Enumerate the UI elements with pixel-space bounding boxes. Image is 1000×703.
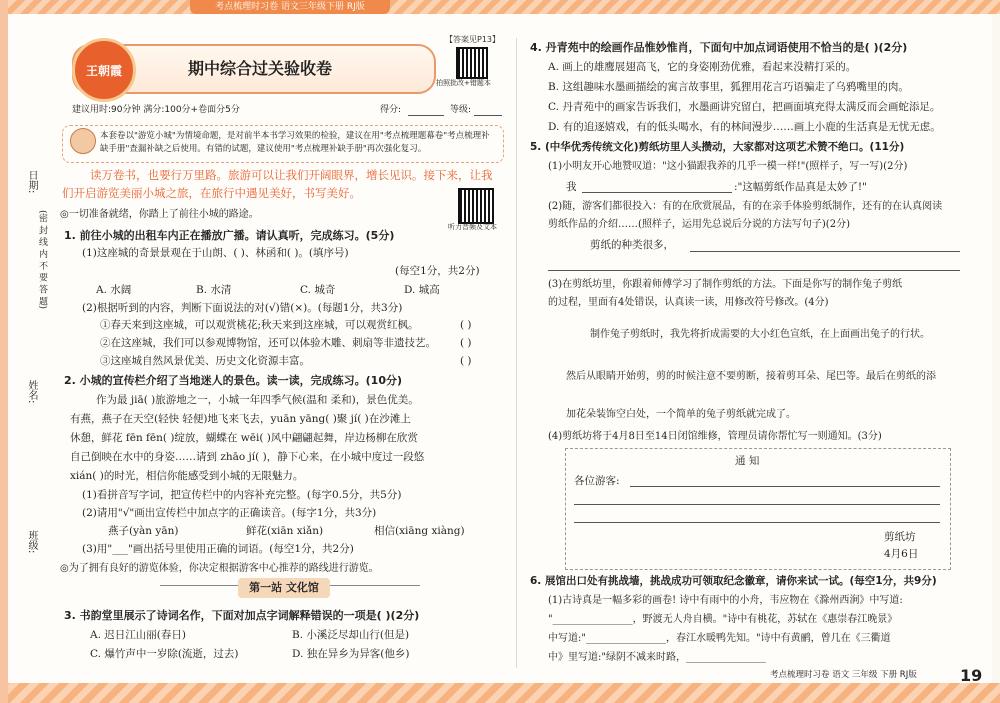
- q6-title: 6. 展馆出口处有挑战墙，挑战成功可领取纪念徽章，请你来试一试。(每空1分，共9分): [530, 575, 937, 587]
- q2-line-2: 有燕，燕子在天空(轻快 轻便)地飞来飞去，yuān yāng( )聚 jí( )在沙滩上: [70, 413, 411, 425]
- qr-caption: 拍照批改+错题本: [436, 79, 491, 87]
- q1-item-3: ③这座城自然风景优美、历史文化资源丰富。: [100, 355, 310, 367]
- series-title: 考点梳理时习卷 语文三年级下册 RJ版: [190, 0, 390, 14]
- q5-sub1-suffix: :"这幅剪纸作品真是太妙了!": [734, 181, 867, 193]
- q3-option-d: D. 独在异乡为异客(他乡): [292, 648, 410, 660]
- q4-option-a: A. 画上的雄鹰展翅高飞，它的身姿刚劲优雅，看起来没精打采的。: [548, 61, 857, 73]
- q6-line-3: 中写道:"________________，春江水暖鸭先知。"诗中有黄鹂，曾几在《三衢道: [548, 633, 891, 644]
- time-info: 建议用时:90分钟 满分:100分+卷面分5分: [72, 105, 240, 115]
- q1-option-d: D. 城高: [404, 284, 440, 296]
- page-number: 19: [960, 666, 983, 685]
- q1-mark-2[interactable]: ( ): [460, 337, 472, 349]
- footer-text: 考点梳理时习卷 语文 三年级 下册 RJ版: [770, 670, 917, 680]
- score-field[interactable]: [408, 115, 444, 116]
- q5-sub2-blank-2[interactable]: [548, 270, 960, 271]
- notice-line-2[interactable]: [574, 504, 940, 505]
- q5-sub1-blank[interactable]: [582, 192, 732, 193]
- q6-line-2: "________________，野渡无人舟自横。"诗中有桃花，苏轼在《惠崇春江晚景》: [548, 614, 898, 625]
- q3-option-b: B. 小溪泛尽却山行(但是): [292, 629, 410, 641]
- q5-sub2-start: 剪纸的种类很多，: [590, 239, 674, 251]
- q1-option-a: A. 水阔: [96, 284, 132, 296]
- q5-passage-3: 加花朵装饰空白处，一个简单的兔子剪纸就完成了。: [566, 409, 796, 420]
- seal-notice: (密 封 线 内 不 要 答 题): [37, 210, 47, 310]
- q1-option-c: C. 城奇: [300, 284, 336, 296]
- qr-code-icon[interactable]: [456, 47, 488, 79]
- q5-passage-2: 然后从眼睛开始剪，剪的时候注意不要剪断，接着剪耳朵、尾巴等。最后在剪纸的添: [566, 371, 936, 382]
- q1-sub1: (1)这座城的奇景景观在于山朗、( )、林函和( )。(填序号): [82, 247, 349, 259]
- q3-title: 3. 书韵堂里展示了诗词名作，下面对加点字词解释错误的一项是( )(2分): [64, 609, 420, 622]
- teacher-avatar-icon: [70, 128, 96, 154]
- q4-option-d: D. 有的追逐嬉戏，有的低头喝水，有的林间漫步……画上小鹿的生活真是无忧无虑。: [548, 121, 941, 133]
- notice-line-3[interactable]: [574, 522, 940, 523]
- q2-line-3: 休憩，鲜花 fēn fēn( )绽放，蝴蝶在 wēi( )风中翩翩起舞，岸边杨柳在欣赏: [70, 432, 418, 444]
- lead-2: ◎为了拥有良好的游览体验，你决定根据游客中心推荐的路线进行游览。: [60, 563, 379, 574]
- q5-sub3b: 的过程，里面有4处错误，认真读一读，用修改符号修改。(4分): [548, 297, 829, 308]
- q2-sub3: (3)用"___"画出括号里使用正确的词语。(每空1分，共2分): [82, 543, 354, 555]
- q1-option-b: B. 水清: [196, 284, 232, 296]
- tagline-line-2: 们开启游览美丽小城之旅，在旅行中遇见美好，书写美好。: [62, 186, 361, 200]
- class-label: 班级:: [26, 530, 37, 554]
- lead-1: ◎一切准备就绪，你踏上了前往小城的路途。: [60, 209, 259, 220]
- tagline-line-1: 读万卷书，也要行万里路。旅游可以让我们开阔眼界，增长见识。接下来，让我: [90, 168, 493, 182]
- q2-sub1: (1)看拼音写字词，把宣传栏中的内容补充完整。(每字0.5分，共5分): [82, 489, 402, 501]
- q1-mark-1[interactable]: ( ): [460, 319, 472, 331]
- bottom-border: [0, 683, 1000, 703]
- listen-caption: 听力音频及文本: [448, 223, 497, 231]
- q2-reading-1[interactable]: 燕子(yàn yān): [108, 525, 179, 537]
- answer-reference: 【答案见P13】: [445, 35, 501, 44]
- column-divider: [516, 38, 517, 668]
- q1-sub2: (2)根据听到的内容，判断下面说法的对(√)错(×)。(每题1分，共3分): [82, 302, 403, 314]
- q2-sub2: (2)请用"√"画出宣传栏中加点字的正确读音。(每字1分，共3分): [82, 507, 377, 519]
- notice-greeting: 各位游客:: [574, 475, 620, 487]
- score-label: 得分:: [380, 105, 402, 115]
- q5-title: 5. (中华优秀传统文化)剪纸坊里人头攒动，大家都对这项艺术赞不绝口。(11分): [530, 141, 905, 153]
- q5-sub1-prefix: 我: [566, 181, 577, 193]
- q3-option-c: C. 爆竹声中一岁除(流逝，过去): [90, 648, 239, 660]
- listen-qr-icon[interactable]: [458, 188, 494, 224]
- q2-line-1: 作为最 jiā( )旅游地之一，小城一年四季气候(温和 柔和)，景色优美。: [96, 394, 419, 406]
- grade-field[interactable]: [474, 115, 502, 116]
- date-label: 日期:: [26, 170, 37, 194]
- notice-line-1[interactable]: [630, 486, 940, 487]
- q2-line-5: xián( )的时光，相信你能感受到小城的无限魅力。: [70, 470, 304, 482]
- q5-sub4: (4)剪纸坊将于4月8日至14日闭馆维修，管理员请你帮忙写一则通知。(3分): [548, 431, 882, 442]
- q1-item-1: ①春天来到这座城，可以观赏桃花;秋天来到这座城，可以观赏红枫。: [100, 319, 419, 331]
- q2-reading-3[interactable]: 相信(xiāng xiàng): [374, 525, 465, 537]
- station-label: 第一站 文化馆: [238, 578, 330, 598]
- intro-text: 本套卷以"游览小城"为情境命题，是对前半本书学习效果的检验，建议在用"考点梳理题幕卷"考点梳理补缺手册"查漏补缺之后使用。有错的试题，建议使用"考点梳理补缺手册"再次强化复习。: [100, 131, 490, 154]
- q5-passage-1: 制作兔子剪纸时，我先将折成需要的大小红色宣纸，在上面画出兔子的行状。: [590, 329, 930, 340]
- name-label: 姓名:: [26, 380, 37, 404]
- notice-date: 4月6日: [884, 548, 919, 560]
- q1-mark-3[interactable]: ( ): [460, 355, 472, 367]
- q1-score1: (每空1分，共2分): [395, 265, 480, 277]
- q5-sub2-blank-1[interactable]: [690, 251, 960, 252]
- q4-option-c: C. 丹青苑中的画家告诉我们，水墨画讲究留白，把画面填充得太满反而会画蛇添足。: [548, 101, 941, 113]
- q1-item-2: ②在这座城，我们可以参观博物馆，还可以体验木雕、刺扇等非遗技艺。: [100, 337, 436, 349]
- q3-option-a: A. 迟日江山丽(春日): [90, 629, 186, 641]
- q5-sub2: (2)随，游客们都很投入：有的在欣赏展品，有的在亲手体验剪纸制作，还有的在认真阅读: [548, 201, 943, 212]
- top-border: [0, 0, 1000, 14]
- q4-option-b: B. 这组趣味水墨画描绘的寓言故事里，狐狸用花言巧语骗走了乌鸦嘴里的肉。: [548, 81, 909, 93]
- q6-line-1: (1)古诗真是一幅多彩的画卷! 诗中有雨中的小舟，韦应物在《滁州西涧》中写道:: [548, 595, 903, 606]
- grade-label: 等级:: [450, 105, 472, 115]
- q5-sub1: (1)小明友开心地赞叹道："这小猫跟我养的几乎一模一样!"(照样子，写一写)(2分): [548, 161, 908, 172]
- q4-title: 4. 丹青苑中的绘画作品惟妙惟肖，下面句中加点词语使用不恰当的是( )(2分): [530, 41, 908, 54]
- q2-line-4: 自己倒映在水中的身姿……请到 zhāo jí( )，静下心来，在小城中度过一段悠: [70, 451, 425, 463]
- q5-sub3: (3)在剪纸坊里，你跟着师傅学习了制作剪纸的方法。下面是你写的制作兔子剪纸: [548, 279, 903, 290]
- binding-strip: [22, 170, 52, 650]
- page-title: 期中综合过关验收卷: [187, 59, 332, 78]
- q6-line-4: 中》里写道:"绿阴不减来时路，________________: [548, 652, 766, 663]
- notice-title: 通 知: [735, 455, 760, 467]
- q2-title: 2. 小城的宣传栏介绍了当地迷人的景色。读一读，完成练习。(10分): [64, 374, 403, 387]
- brand-logo: 王朝霞: [72, 38, 136, 102]
- left-border: [0, 0, 8, 703]
- notice-signature: 剪纸坊: [884, 531, 916, 543]
- q2-reading-2[interactable]: 鲜花(xiān xiǎn): [246, 525, 324, 537]
- q5-sub2b: 剪纸作品的介绍……(照样子，运用先总说后分说的方法写句子)(2分): [548, 219, 850, 230]
- q1-title: 1. 前往小城的出租车内正在播放广播。请认真听，完成练习。(5分): [64, 229, 395, 242]
